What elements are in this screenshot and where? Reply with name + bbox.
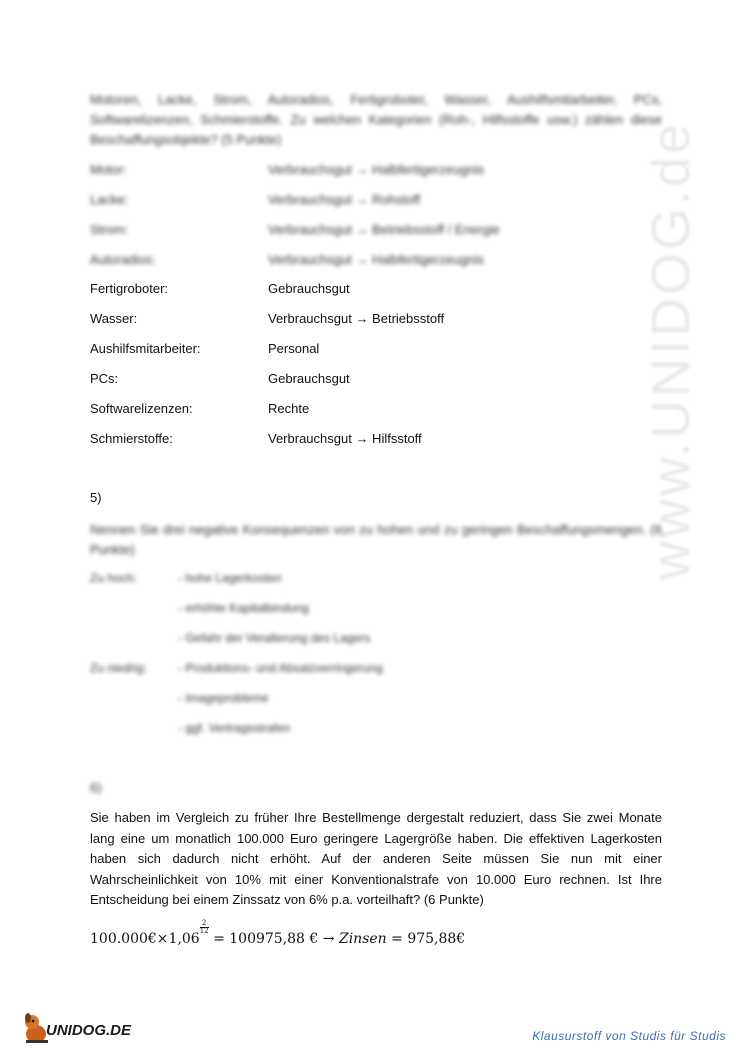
q4-row-label: Schmierstoffe: [90,431,173,446]
watermark: www.UNIDOG.de [641,120,701,580]
q4-row-label: Aushilfsmitarbeiter: [90,341,201,356]
q4-row-label: PCs: [90,371,119,386]
q4-row-value: Verbrauchsgut → Betriebsstoff [268,311,445,326]
q4-row-blurred-value: Verbrauchsgut → Rohstoff [268,192,421,207]
q4-row-value: Verbrauchsgut → Hilfsstoff [268,431,422,446]
q5-item-value: - erhöhte Kapitalbindung [178,601,309,615]
q4-row-blurred [90,220,650,240]
q6-number: 6) [90,780,102,795]
q5-item-value: - Gefahr der Veralterung des Lagers [178,631,371,645]
q5-item-value: - ggf. Vertragsstrafen [178,721,291,735]
q5-question: Nennen Sie drei negative Konsequenzen von zu hohen und zu geringen Beschaffungsmengen. (6 Punkte) [90,522,662,557]
q4-row-blurred-value: Verbrauchsgut → Betriebsstoff / Energie [268,222,500,237]
exp-denominator: 12 [199,927,209,935]
q4-row-blurred-label: Lacke: [90,192,129,207]
q4-row-blurred-label: Autoradios: [90,252,156,267]
q5-item-label: Zu hoch: [90,571,137,585]
q4-row [90,369,650,389]
q5-number: 5) [90,490,102,505]
q4-row-blurred-value: Verbrauchsgut → Halbfertigerzeugnis [268,252,485,267]
q4-intro: Motoren, Lacke, Strom, Autoradios, Fertigroboter, Wasser, Aushilfsmitarbeiter, PCs, Softwarelizenzen, Schmierstoffe. Zu welchen Kategorien (Roh-, Hilfsstoffe usw.) zählen diese Beschaffungsobjekte? (5 Punkte) [90,92,662,147]
q4-row [90,399,650,419]
q6-formula [90,920,465,947]
formula-zinsen: Zinsen [338,931,387,947]
formula-exponent [200,920,209,935]
exp-numerator: 2 [201,919,207,927]
q4-row-label: Wasser: [90,311,138,326]
q4-row-blurred [90,160,650,180]
q4-row-blurred-value: Verbrauchsgut → Halbfertigerzeugnis [268,162,485,177]
q5-item-value: - Imageprobleme [178,691,269,705]
q4-row-label: Fertigroboter: [90,281,169,296]
q4-row-blurred-label: Motor: [90,162,127,177]
q4-row-label: Softwarelizenzen: [90,401,193,416]
q4-row-value: Gebrauchsgut [268,281,350,296]
q4-row-value: Rechte [268,401,310,416]
q5-item-label: Zu niedrig: [90,661,147,675]
formula-rest: = 100975,88 € → [213,931,335,947]
q5-item-value: - Produktions- und Absatzverringerung [178,661,383,675]
q4-row [90,279,650,299]
q5-item-value: - hohe Lagerkosten [178,571,282,585]
dog-icon [25,1013,48,1043]
q4-row-value: Gebrauchsgut [268,371,350,386]
q6-text: Sie haben im Vergleich zu früher Ihre Bestellmenge dergestalt reduziert, dass Sie zwei Monate lang eine um monatlich 100.000 Euro geringere Lagergröße haben. Die effektiven Lagerkosten haben sich dadurch nicht erhöht. Auf der anderen Seite müssen Sie nun mit einer Wahrscheinlichkeit von 10% mit einer Konventionalstrafe von 10.000 Euro rechnen. Ist Ihre Entscheidung bei einem Zinssatz von 6% p.a. vorteilhaft? (6 Punkte) [90,810,662,907]
q4-row [90,309,650,329]
q4-row [90,339,650,359]
footer-tagline: Klausurstoff von Studis für Studis [532,1029,726,1043]
formula-result: = 975,88€ [391,931,466,947]
q4-row-blurred-label: Strom: [90,222,129,237]
q4-row [90,429,650,449]
q4-row-value: Personal [268,341,320,356]
q4-row-blurred [90,190,650,210]
logo-text: UNIDOG.DE [46,1022,132,1039]
formula-base: 100.000€×1,06 [90,931,200,947]
q4-row-blurred [90,250,650,270]
